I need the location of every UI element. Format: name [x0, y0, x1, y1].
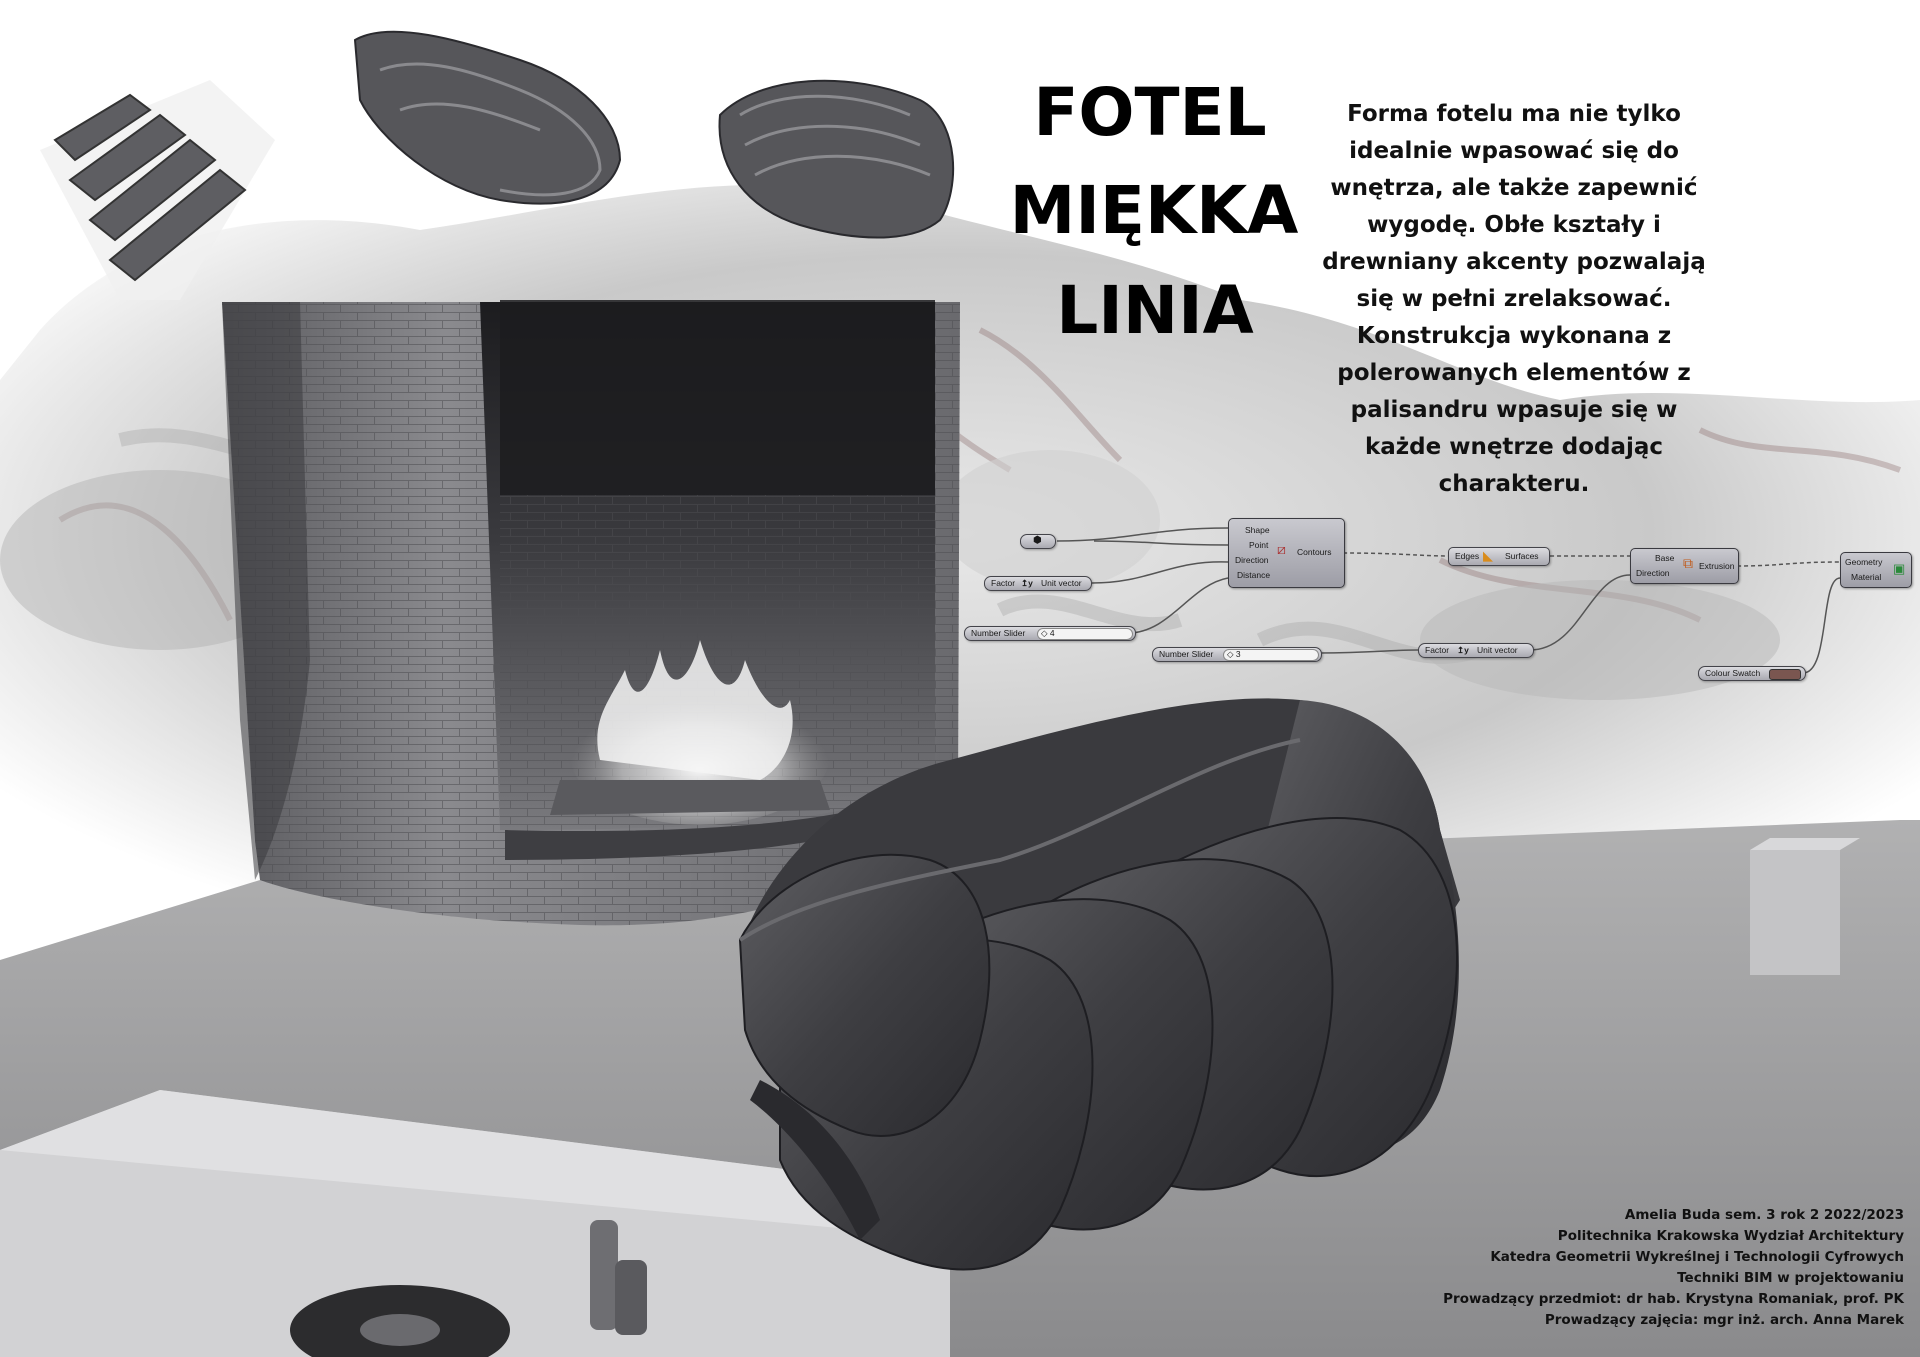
extrusion-input-direction: Direction	[1636, 568, 1670, 578]
number-slider-2-value: ◇ 3	[1227, 649, 1241, 659]
geometry-param-icon: ⬢	[1033, 535, 1042, 546]
boundary-surfaces-node[interactable]	[1448, 547, 1550, 566]
title-line-2: MIĘKKA	[1009, 172, 1299, 249]
contour-input-shape: Shape	[1245, 525, 1270, 535]
colour-swatch-color[interactable]	[1769, 669, 1801, 680]
contour-icon: ⧄	[1277, 541, 1286, 557]
contour-input-point: Point	[1249, 540, 1269, 550]
preview-chair-2	[355, 32, 620, 204]
contour-input-distance: Distance	[1237, 570, 1271, 580]
geometry-param[interactable]	[1020, 534, 1056, 549]
credit-line: Katedra Geometrii Wykreślnej i Technologii Cyfrowych	[1490, 1249, 1904, 1265]
colour-swatch-label: Colour Swatch	[1705, 668, 1761, 678]
surfaces-output: Surfaces	[1505, 551, 1539, 561]
surfaces-icon: ◣	[1483, 548, 1493, 563]
credit-line: Techniki BIM w projektowaniu	[1677, 1270, 1904, 1286]
description-text: Forma fotelu ma nie tylko idealnie wpasować się do wnętrza, ale także zapewnić wygodę. Obłe kształy i drewniany akcenty pozwalają się w pełni zrelaksować. Konstrukcja wykonana z polerowanych elementów z palisandru wpasuje się w każde wnętrze dodając charakteru.	[1322, 101, 1706, 497]
contour-label: Contours	[1297, 547, 1332, 557]
unit-vector-node-2[interactable]	[1418, 643, 1534, 658]
unit-vector-node-1[interactable]	[984, 576, 1092, 591]
contour-node[interactable]	[1228, 518, 1345, 588]
unit-vector-2-output: Unit vector	[1477, 645, 1518, 655]
preview-input-geometry: Geometry	[1845, 557, 1883, 567]
preview-icon: ▣	[1893, 561, 1906, 576]
custom-preview-node[interactable]	[1840, 552, 1912, 588]
title-line-3: LINIA	[1056, 272, 1254, 349]
extrusion-node[interactable]	[1630, 548, 1739, 584]
number-slider-2-label: Number Slider	[1159, 649, 1214, 659]
contour-input-direction: Direction	[1235, 555, 1269, 565]
extrusion-label: Extrusion	[1699, 561, 1735, 571]
unit-vector-1-output: Unit vector	[1041, 578, 1082, 588]
preview-input-material: Material	[1851, 572, 1882, 582]
unit-vector-2-input: Factor	[1425, 645, 1450, 655]
unit-vector-icon-2: ↥y	[1457, 645, 1469, 655]
extrusion-icon: ⧉	[1683, 555, 1693, 571]
credit-line: Politechnika Krakowska Wydział Architektury	[1557, 1228, 1904, 1244]
surfaces-input: Edges	[1455, 551, 1480, 561]
unit-vector-icon: ↥y	[1021, 578, 1033, 588]
number-slider-1-label: Number Slider	[971, 628, 1026, 638]
unit-vector-1-input: Factor	[991, 578, 1016, 588]
credit-line: Amelia Buda sem. 3 rok 2 2022/2023	[1624, 1207, 1904, 1223]
number-slider-1-value: ◇ 4	[1041, 628, 1055, 638]
colour-swatch[interactable]	[1698, 666, 1806, 681]
credit-line: Prowadzący zajęcia: mgr inż. arch. Anna Marek	[1544, 1312, 1904, 1328]
extrusion-input-base: Base	[1655, 553, 1675, 563]
credit-line: Prowadzący przedmiot: dr hab. Krystyna Romaniak, prof. PK	[1443, 1291, 1904, 1307]
number-slider-2[interactable]	[1152, 647, 1322, 662]
title-line-1: FOTEL	[1033, 74, 1267, 151]
number-slider-1[interactable]	[964, 626, 1136, 641]
credits	[1344, 1205, 1904, 1331]
